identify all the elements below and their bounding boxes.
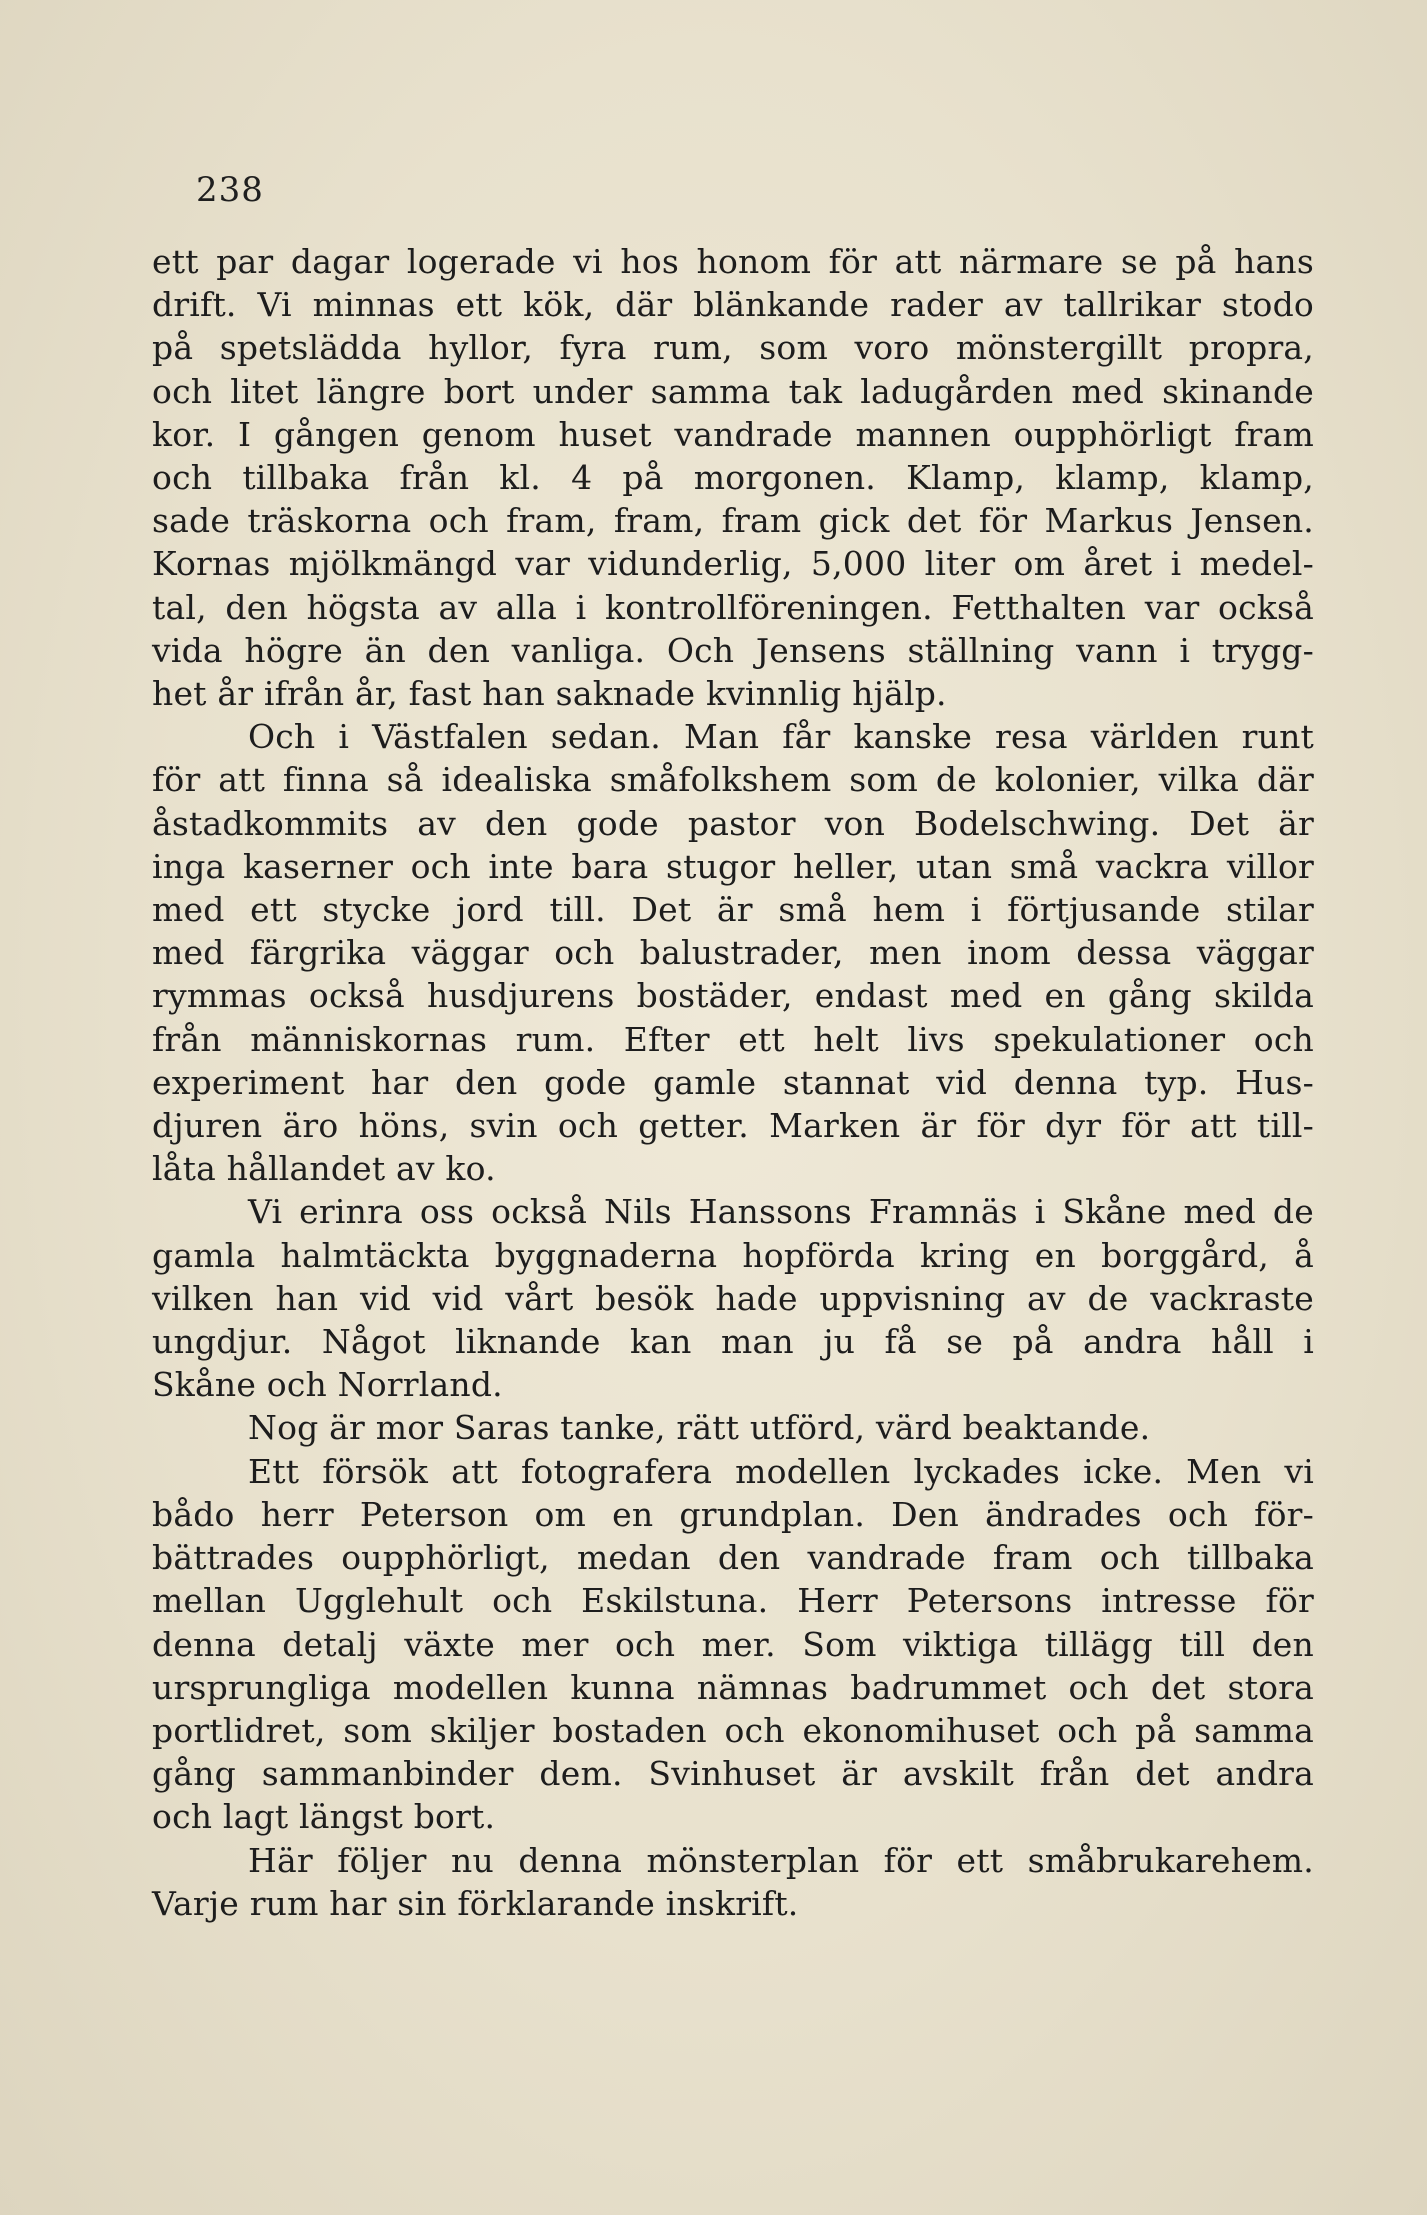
text-line: för att finna så idealiska småfolkshem som de kolonier, vilka där xyxy=(152,760,1314,800)
text-line: och tillbaka från kl. 4 på morgonen. Klamp, klamp, klamp, xyxy=(152,458,1314,498)
text-line: vilken han vid vid vårt besök hade uppvisning av de vackraste xyxy=(152,1278,1314,1318)
text-line: med färgrika väggar och balustrader, men inom dessa väggar xyxy=(152,933,1314,973)
text-line: experiment har den gode gamle stannat vid denna typ. Hus- xyxy=(152,1062,1314,1102)
text-line: sade träskorna och fram, fram, fram gick det för Markus Jensen. xyxy=(152,501,1314,541)
text-line: rymmas också husdjurens bostäder, endast med en gång skilda xyxy=(152,976,1314,1016)
text-line: och lagt längst bort. xyxy=(152,1797,496,1837)
text-line: på spetslädda hyllor, fyra rum, som voro mönstergillt propra, xyxy=(152,328,1314,368)
text-line: låta hållandet av ko. xyxy=(152,1149,496,1189)
text-line: denna detalj växte mer och mer. Som viktiga tillägg till den xyxy=(152,1624,1314,1664)
text-line: inga kaserner och inte bara stugor heller, utan små vackra villor xyxy=(152,846,1314,886)
page-number: 238 xyxy=(196,170,264,210)
text-line: åstadkommits av den gode pastor von Bodelschwing. Det är xyxy=(152,803,1314,843)
text-line: Skåne och Norrland. xyxy=(152,1365,503,1405)
text-line: portlidret, som skiljer bostaden och ekonomihuset och på samma xyxy=(152,1710,1314,1750)
text-line: Nog är mor Saras tanke, rätt utförd, värd beaktande. xyxy=(248,1408,1151,1448)
text-line: bättrades oupphörligt, medan den vandrade fram och tillbaka xyxy=(152,1538,1314,1578)
text-line: vida högre än den vanliga. Och Jensens ställning vann i trygg- xyxy=(152,630,1314,670)
text-line: Kornas mjölkmängd var vidunderlig, 5,000 liter om året i medel- xyxy=(152,544,1314,584)
text-line: Varje rum har sin förklarande inskrift. xyxy=(152,1883,799,1923)
text-line: gamla halmtäckta byggnaderna hopförda kring en borggård, å xyxy=(152,1235,1314,1275)
text-line: ursprungliga modellen kunna nämnas badrummet och det stora xyxy=(152,1667,1314,1707)
text-line: Vi erinra oss också Nils Hanssons Framnäs i Skåne med de xyxy=(248,1192,1314,1232)
text-line: Och i Västfalen sedan. Man får kanske resa världen runt xyxy=(248,717,1314,757)
text-line: drift. Vi minnas ett kök, där blänkande rader av tallrikar stodo xyxy=(152,285,1314,325)
text-line: bådo herr Peterson om en grundplan. Den ändrades och för- xyxy=(152,1494,1314,1534)
text-line: och litet längre bort under samma tak ladugården med skinande xyxy=(152,371,1314,411)
text-line: gång sammanbinder dem. Svinhuset är avskilt från det andra xyxy=(152,1754,1314,1794)
text-line: ett par dagar logerade vi hos honom för att närmare se på hans xyxy=(152,242,1314,281)
text-line: med ett stycke jord till. Det är små hem i förtjusande stilar xyxy=(152,890,1314,930)
body-text xyxy=(152,240,1314,1925)
text-line: djuren äro höns, svin och getter. Marken är för dyr för att till- xyxy=(152,1106,1314,1146)
text-line: ungdjur. Något liknande kan man ju få se på andra håll i xyxy=(152,1322,1314,1362)
text-line: het år ifrån år, fast han saknade kvinnlig hjälp. xyxy=(152,674,947,714)
text-line: från människornas rum. Efter ett helt livs spekulationer och xyxy=(152,1019,1314,1059)
text-line: tal, den högsta av alla i kontrollföreningen. Fetthalten var också xyxy=(152,587,1314,627)
text-line: Här följer nu denna mönsterplan för ett småbrukarehem. xyxy=(248,1840,1314,1880)
text-line: mellan Ugglehult och Eskilstuna. Herr Petersons intresse för xyxy=(152,1581,1314,1621)
text-line: kor. I gången genom huset vandrade mannen oupphörligt fram xyxy=(152,414,1314,454)
text-line: Ett försök att fotografera modellen lyckades icke. Men vi xyxy=(248,1451,1314,1491)
